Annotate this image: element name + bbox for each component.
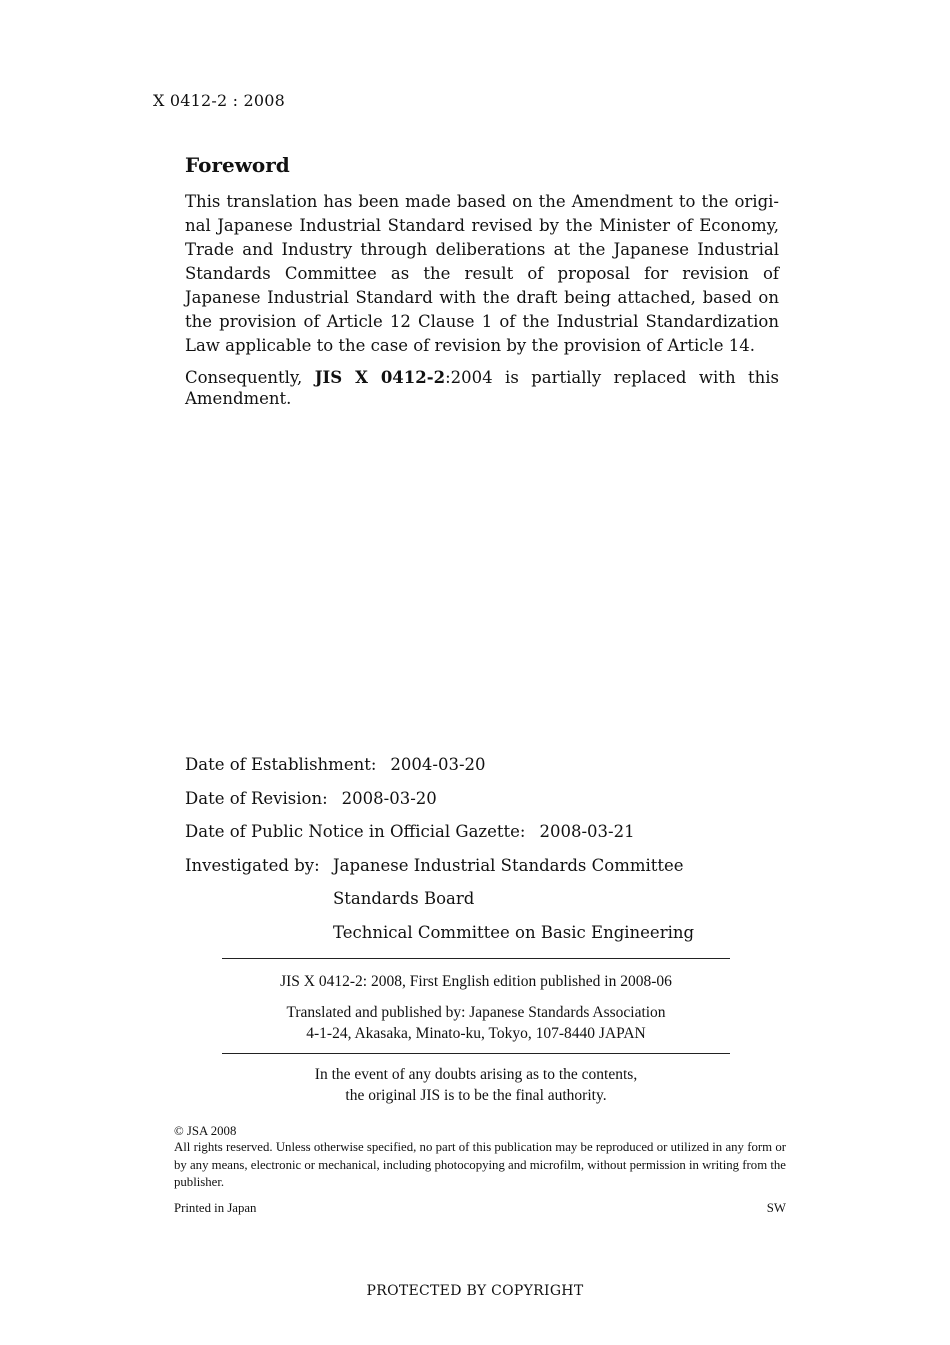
revision-label: Date of Revision: (185, 789, 328, 808)
public-notice-date: 2008-03-21 (539, 822, 635, 841)
establishment-row (185, 755, 486, 774)
revision-row (185, 789, 437, 808)
copyright-watermark: PROTECTED BY COPYRIGHT (366, 1283, 584, 1299)
establishment-label: Date of Establishment: (185, 755, 377, 774)
public-notice-row (185, 822, 635, 841)
standard-reference: JIS X 0412-2 (314, 368, 446, 387)
investigator-line: Technical Committee on Basic Engineering (333, 923, 695, 942)
publisher-line: Translated and published by: Japanese Standards Association (286, 1004, 666, 1021)
printed-in: Printed in Japan (174, 1201, 257, 1215)
edition-statement: JIS X 0412-2: 2008, First English edition published in 2008-06 (280, 973, 672, 990)
copyright-notice: © JSA 2008 (174, 1124, 237, 1138)
para2-suffix: :2004 is partially replaced with this Amendment. (185, 368, 779, 408)
authority-notice (222, 1064, 730, 1106)
foreword-heading: Foreword (185, 153, 290, 177)
establishment-date: 2004-03-20 (390, 755, 486, 774)
revision-date: 2008-03-20 (341, 789, 437, 808)
public-notice-label: Date of Public Notice in Official Gazette: (185, 822, 526, 841)
rights-statement: All rights reserved. Unless otherwise specified, no part of this publication may be reproduced or utilized in any form or by any means, electronic or mechanical, including photocopying and microfilm, without permission in writing from the publisher. (174, 1140, 786, 1189)
investigated-label: Investigated by: (185, 856, 320, 875)
foreword-paragraph-2 (185, 367, 779, 409)
investigator-line: Standards Board (333, 889, 475, 908)
document-code: X 0412-2 : 2008 (153, 91, 286, 110)
para2-prefix: Consequently, (185, 368, 303, 387)
print-code: SW (766, 1201, 786, 1215)
foreword-paragraph-1: This translation has been made based on the Amendment to the original Japanese Industrial Standard revised by the Minister of Economy, Trade and Industry through deliberations at the Japanese Industrial Standards Committee as the result of proposal for revision of Japanese Industrial Standard with the draft being attached, based on the provision of Article 12 Clause 1 of the Industrial Standardization Law applicable to the case of revision by the provision of Article 14. (185, 192, 779, 355)
publisher-block (222, 1002, 730, 1044)
divider (222, 1053, 730, 1054)
authority-line-2: the original JIS is to be the final authority. (345, 1087, 607, 1104)
investigator-line: Japanese Industrial Standards Committee (333, 856, 684, 875)
publisher-address: 4-1-24, Akasaka, Minato-ku, Tokyo, 107-8440 JAPAN (306, 1025, 646, 1042)
authority-line-1: In the event of any doubts arising as to the contents, (314, 1066, 638, 1083)
divider (222, 958, 730, 959)
